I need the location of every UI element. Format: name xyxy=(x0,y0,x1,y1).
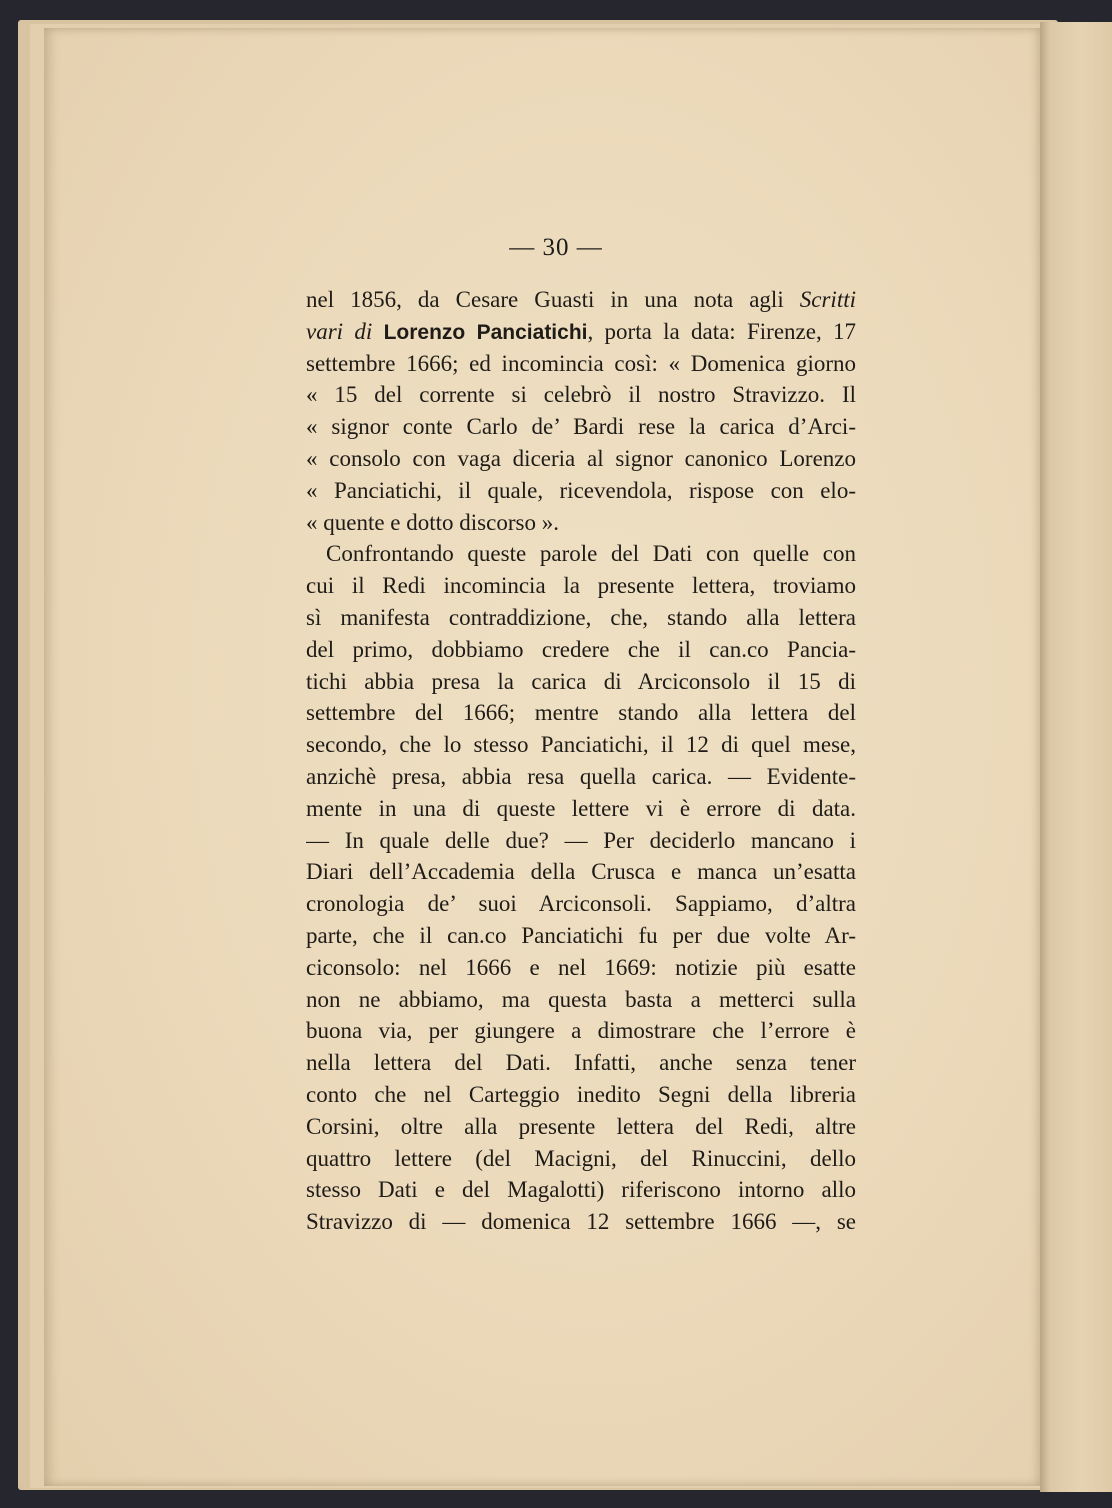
text-line: Diari dell’Accademia della Crusca e manca un’esatta xyxy=(306,859,856,885)
text-line: Corsini, oltre alla presente lettera del Redi, altre xyxy=(306,1113,856,1139)
text-line: vari di Lorenzo Panciatichi, porta la data: Firenze, 17 xyxy=(306,318,856,344)
text-line: Confrontando queste parole del Dati con quelle con xyxy=(326,541,856,567)
text-line: non ne abbiamo, ma questa basta a metterci sulla xyxy=(306,986,856,1012)
text-line: « Panciatichi, il quale, ricevendola, rispose con elo- xyxy=(306,477,856,503)
text-line: Stravizzo di — domenica 12 settembre 1666 —, se xyxy=(306,1209,856,1235)
text-line: — In quale delle due? — Per deciderlo mancano i xyxy=(306,827,856,853)
text-line: anzichè presa, abbia resa quella carica. — Evidente- xyxy=(306,763,856,789)
text-line: secondo, che lo stesso Panciatichi, il 12 di quel mese, xyxy=(306,732,856,758)
text-line: conto che nel Carteggio inedito Segni della libreria xyxy=(306,1081,856,1107)
text-line: nel 1856, da Cesare Guasti in una nota agli Scritti xyxy=(306,287,856,312)
text-line: buona via, per giungere a dimostrare che l’errore è xyxy=(306,1018,856,1044)
text-line: settembre del 1666; mentre stando alla lettera del xyxy=(306,700,856,726)
text-line: « signor conte Carlo de’ Bardi rese la carica d’Arci- xyxy=(306,414,856,440)
text-line: tichi abbia presa la carica di Arciconsolo il 15 di xyxy=(306,668,856,694)
body-text xyxy=(306,284,856,1238)
text-line: sì manifesta contraddizione, che, stando alla lettera xyxy=(306,604,856,630)
page-number: — 30 — xyxy=(509,234,603,261)
text-line: stesso Dati e del Magalotti) riferiscono intorno allo xyxy=(306,1177,856,1203)
text-line: ciconsolo: nel 1666 e nel 1669: notizie più esatte xyxy=(306,954,856,980)
text-line: nella lettera del Dati. Infatti, anche senza tener xyxy=(306,1050,856,1076)
text-line: « quente e dotto discorso ». xyxy=(306,509,559,535)
text-line: cui il Redi incomincia la presente lettera, troviamo xyxy=(306,573,856,599)
text-line: « consolo con vaga diceria al signor canonico Lorenzo xyxy=(306,445,856,471)
text-line: del primo, dobbiamo credere che il can.co Pancia- xyxy=(306,636,856,662)
text-line: settembre 1666; ed incomincia così: « Domenica giorno xyxy=(306,350,856,376)
text-line: parte, che il can.co Panciatichi fu per due volte Ar- xyxy=(306,922,856,948)
text-line: quattro lettere (del Macigni, del Rinuccini, dello xyxy=(306,1145,856,1171)
text-line: « 15 del corrente si celebrò il nostro Stravizzo. Il xyxy=(306,382,856,408)
text-line: mente in una di queste lettere vi è errore di data. xyxy=(306,795,856,821)
text-line: cronologia de’ suoi Arciconsoli. Sappiamo, d’altra xyxy=(306,891,856,917)
